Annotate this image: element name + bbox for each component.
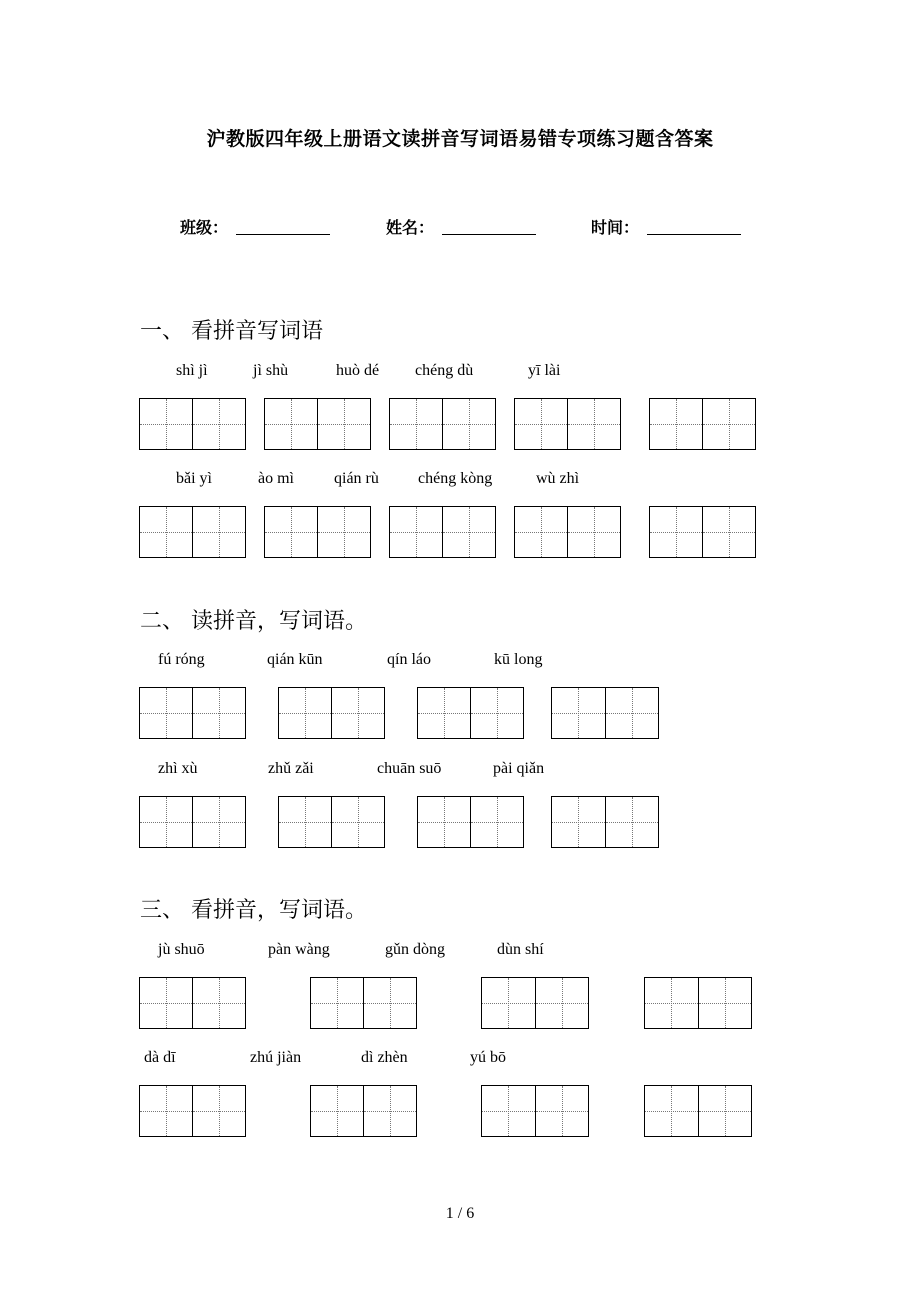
pinyin-label: yī lài: [528, 362, 561, 379]
character-cell[interactable]: [482, 978, 535, 1028]
word-writing-box[interactable]: [644, 1085, 752, 1137]
word-writing-box[interactable]: [551, 687, 659, 739]
character-cell[interactable]: [650, 507, 702, 557]
character-cell[interactable]: [535, 978, 589, 1028]
word-writing-box[interactable]: [139, 398, 246, 450]
word-writing-box[interactable]: [310, 1085, 417, 1137]
character-cell[interactable]: [140, 399, 192, 449]
character-cell[interactable]: [482, 1086, 535, 1136]
pinyin-label: jù shuō: [158, 941, 205, 958]
character-cell[interactable]: [698, 1086, 752, 1136]
pinyin-label: dà dī: [144, 1049, 176, 1066]
character-cell[interactable]: [140, 688, 192, 738]
word-writing-box[interactable]: [649, 506, 756, 558]
word-writing-box[interactable]: [417, 796, 524, 848]
name-label: 姓名：: [386, 218, 435, 237]
word-writing-box[interactable]: [278, 687, 385, 739]
section-3-heading: 三、 看拼音，写词语。: [140, 898, 367, 923]
pinyin-label: ào mì: [258, 470, 294, 487]
character-cell[interactable]: [702, 507, 755, 557]
word-writing-box[interactable]: [139, 687, 246, 739]
character-cell[interactable]: [515, 399, 567, 449]
pinyin-label: pài qiǎn: [493, 760, 545, 777]
pinyin-label: qián rù: [334, 470, 379, 487]
section-2-heading: 二、 读拼音，写词语。: [140, 609, 367, 634]
character-cell[interactable]: [279, 797, 331, 847]
word-writing-box[interactable]: [264, 506, 371, 558]
pinyin-label: qín láo: [387, 651, 431, 668]
character-cell[interactable]: [192, 507, 245, 557]
character-cell[interactable]: [317, 399, 370, 449]
character-cell[interactable]: [363, 1086, 416, 1136]
character-cell[interactable]: [265, 507, 317, 557]
character-cell[interactable]: [390, 507, 442, 557]
character-cell[interactable]: [279, 688, 331, 738]
pinyin-label: zhǔ zǎi: [268, 760, 314, 777]
character-cell[interactable]: [470, 797, 523, 847]
pinyin-label: fú róng: [158, 651, 205, 668]
pinyin-label: dì zhèn: [361, 1049, 408, 1066]
word-writing-box[interactable]: [264, 398, 371, 450]
pinyin-label: huò dé: [336, 362, 380, 379]
time-field[interactable]: [647, 234, 741, 235]
character-cell[interactable]: [418, 797, 470, 847]
character-cell[interactable]: [265, 399, 317, 449]
name-field[interactable]: [442, 234, 536, 235]
character-cell[interactable]: [650, 399, 702, 449]
word-writing-box[interactable]: [139, 977, 246, 1029]
character-cell[interactable]: [418, 688, 470, 738]
character-cell[interactable]: [605, 688, 659, 738]
pinyin-label: chéng dù: [415, 362, 474, 379]
page-number: 1 / 6: [445, 1205, 475, 1222]
class-field[interactable]: [236, 234, 330, 235]
pinyin-label: yú bō: [470, 1049, 506, 1066]
character-cell[interactable]: [567, 399, 620, 449]
pinyin-label: qián kūn: [267, 651, 323, 668]
word-writing-box[interactable]: [139, 506, 246, 558]
word-writing-box[interactable]: [389, 506, 496, 558]
pinyin-label: wù zhì: [536, 470, 580, 487]
character-cell[interactable]: [442, 507, 495, 557]
time-label: 时间：: [591, 218, 640, 237]
pinyin-label: pàn wàng: [268, 941, 330, 958]
character-cell[interactable]: [470, 688, 523, 738]
pinyin-label: chéng kòng: [418, 470, 493, 487]
character-cell[interactable]: [311, 978, 363, 1028]
word-writing-box[interactable]: [139, 796, 246, 848]
character-cell[interactable]: [331, 688, 384, 738]
word-writing-box[interactable]: [649, 398, 756, 450]
word-writing-box[interactable]: [278, 796, 385, 848]
section-1-heading: 一、 看拼音写词语: [140, 319, 323, 344]
character-cell[interactable]: [140, 978, 192, 1028]
character-cell[interactable]: [140, 1086, 192, 1136]
pinyin-label: jì shù: [253, 362, 289, 379]
character-cell[interactable]: [192, 399, 245, 449]
word-writing-box[interactable]: [481, 977, 589, 1029]
character-cell[interactable]: [331, 797, 384, 847]
pinyin-label: chuān suō: [377, 760, 442, 777]
word-writing-box[interactable]: [139, 1085, 246, 1137]
pinyin-label: zhì xù: [158, 760, 198, 777]
word-writing-box[interactable]: [310, 977, 417, 1029]
pinyin-label: dùn shí: [497, 941, 544, 958]
word-writing-box[interactable]: [551, 796, 659, 848]
character-cell[interactable]: [605, 797, 659, 847]
character-cell[interactable]: [535, 1086, 589, 1136]
character-cell[interactable]: [317, 507, 370, 557]
character-cell[interactable]: [645, 1086, 698, 1136]
word-writing-box[interactable]: [514, 506, 621, 558]
character-cell[interactable]: [311, 1086, 363, 1136]
word-writing-box[interactable]: [644, 977, 752, 1029]
character-cell[interactable]: [390, 399, 442, 449]
character-cell[interactable]: [552, 688, 605, 738]
word-writing-box[interactable]: [389, 398, 496, 450]
document-title: 沪教版四年级上册语文读拼音写词语易错专项练习题含答案: [206, 128, 714, 150]
character-cell[interactable]: [192, 1086, 245, 1136]
word-writing-box[interactable]: [481, 1085, 589, 1137]
character-cell[interactable]: [567, 507, 620, 557]
character-cell[interactable]: [192, 797, 245, 847]
pinyin-label: kū long: [494, 651, 543, 668]
character-cell[interactable]: [363, 978, 416, 1028]
pinyin-label: zhú jiàn: [250, 1049, 302, 1066]
class-label: 班级：: [180, 218, 229, 237]
character-cell[interactable]: [442, 399, 495, 449]
word-writing-box[interactable]: [417, 687, 524, 739]
character-cell[interactable]: [645, 978, 698, 1028]
character-cell[interactable]: [140, 507, 192, 557]
character-cell[interactable]: [698, 978, 752, 1028]
word-writing-box[interactable]: [514, 398, 621, 450]
character-cell[interactable]: [192, 688, 245, 738]
character-cell[interactable]: [515, 507, 567, 557]
character-cell[interactable]: [192, 978, 245, 1028]
pinyin-label: bǎi yì: [176, 470, 212, 487]
pinyin-label: gǔn dòng: [385, 941, 445, 958]
character-cell[interactable]: [702, 399, 755, 449]
character-cell[interactable]: [140, 797, 192, 847]
pinyin-label: shì jì: [176, 362, 208, 379]
character-cell[interactable]: [552, 797, 605, 847]
